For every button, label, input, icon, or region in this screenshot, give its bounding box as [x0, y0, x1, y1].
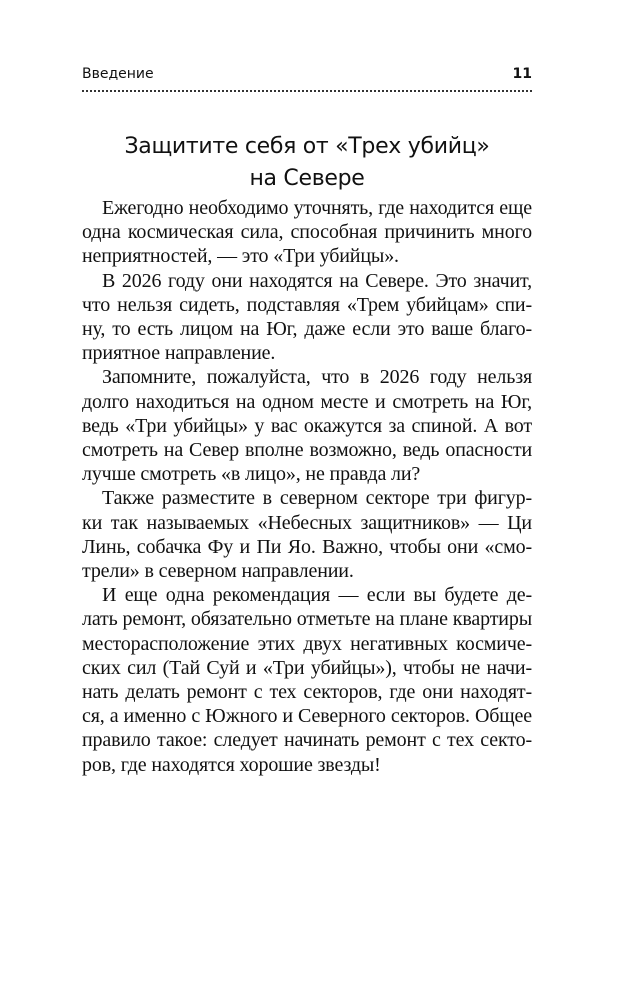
- chapter-title-line-2: на Севере: [249, 165, 365, 191]
- text-line: смотреть на Север вполне возможно, ведь опасности: [82, 439, 532, 462]
- text-line: ну, то есть лицом на Юг, даже если это ваше благо-: [82, 318, 532, 341]
- text-line: трели» в северном направлении.: [82, 560, 354, 583]
- text-line: Также разместите в северном секторе три фигур-: [102, 487, 532, 510]
- paragraph-3: [82, 365, 532, 486]
- text-line: месторасположение этих двух негативных космиче-: [82, 632, 532, 655]
- text-line: лучше смотреть «в лицо», не правда ли?: [82, 463, 421, 486]
- chapter-title: [82, 131, 532, 195]
- paragraph-4: [82, 486, 532, 583]
- paragraph-2: [82, 269, 532, 366]
- text-line: ведь «Три убийцы» у вас окажутся за спиной. А вот: [82, 414, 532, 437]
- text-line: правило такое: следует начинать ремонт с тех секто-: [82, 729, 532, 752]
- chapter-title-line-1: Защитите себя от «Трех убийц»: [124, 133, 490, 159]
- page-number: 11: [512, 66, 532, 82]
- body-text: [82, 196, 532, 777]
- text-line: В 2026 году они находятся на Севере. Это значит,: [102, 269, 532, 292]
- text-line: нать делать ремонт с тех секторов, где они находят-: [82, 681, 532, 704]
- text-line: ров, где находятся хорошие звезды!: [82, 753, 381, 776]
- text-line: Ежегодно необходимо уточнять, где находится еще: [102, 197, 532, 219]
- running-head: [82, 66, 532, 86]
- paragraph-1: [82, 196, 532, 269]
- text-line: Запомните, пожалуйста, что в 2026 году нельзя: [102, 366, 532, 389]
- text-line: ки так называемых «Небесных защитников» — Ци: [82, 511, 532, 534]
- dotted-divider: [82, 90, 532, 92]
- text-line: лать ремонт, обязательно отметьте на плане квартиры: [82, 608, 532, 631]
- text-line: И еще одна рекомендация — если вы будете де-: [102, 584, 532, 607]
- text-line: что нельзя сидеть, подставляя «Трем убийцам» спи-: [82, 293, 532, 316]
- text-line: Линь, собачка Фу и Пи Яо. Важно, чтобы они «смо-: [82, 535, 532, 558]
- paragraph-5: [82, 583, 532, 777]
- text-line: неприятностей, — это «Три убийцы».: [82, 245, 399, 268]
- section-name: Введение: [82, 66, 154, 82]
- text-line: одна космическая сила, способная причинить много: [82, 221, 532, 244]
- text-line: ских сил (Тай Суй и «Три убийцы»), чтобы не начи-: [82, 656, 532, 679]
- text-line: долго находиться на одном месте и смотреть на Юг,: [82, 390, 532, 413]
- text-line: ся, а именно с Южного и Северного секторов. Общее: [82, 705, 532, 728]
- text-line: приятное направление.: [82, 342, 276, 365]
